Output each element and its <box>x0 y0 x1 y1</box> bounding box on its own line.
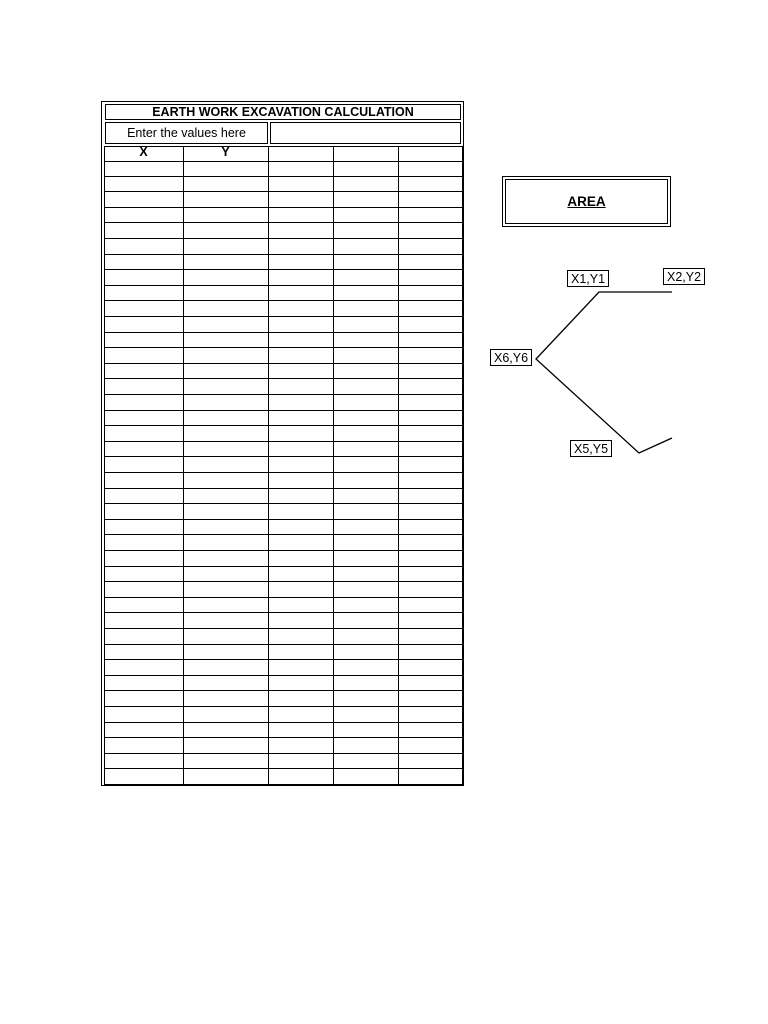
polygon-outline <box>536 292 672 453</box>
column-header-x: X <box>139 145 148 159</box>
point-label-x2y2: X2,Y2 <box>663 268 705 285</box>
enter-values-label: Enter the values here <box>105 122 268 144</box>
point-label-x1y1: X1,Y1 <box>567 270 609 287</box>
point-label-x2y2-clip <box>663 268 702 286</box>
point-label-x6y6: X6,Y6 <box>490 349 532 366</box>
point-label-x5y5: X5,Y5 <box>570 440 612 457</box>
column-header-y: Y <box>221 145 230 159</box>
area-label: AREA <box>567 194 606 209</box>
sheet-title: EARTH WORK EXCAVATION CALCULATION <box>105 104 461 120</box>
